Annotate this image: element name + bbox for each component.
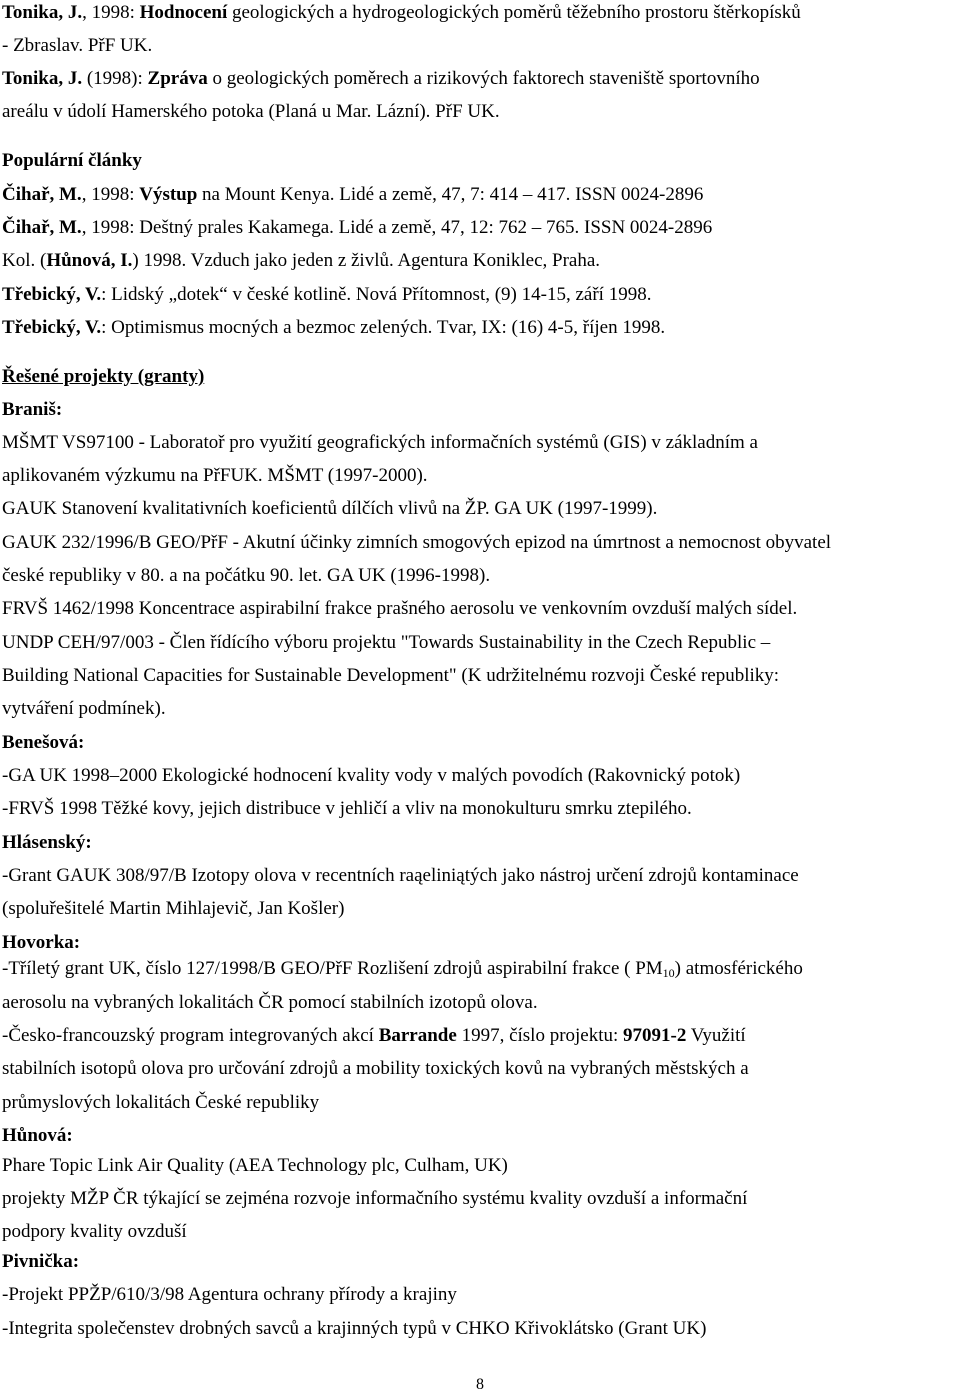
text-segment: ) 1998. Vzduch jako jeden z živlů. Agentura Koniklec, Praha.	[132, 250, 601, 271]
bold-text: Čihař, M.	[2, 184, 82, 205]
text-segment: -Integrita společenstev drobných savců a krajinných typů v CHKO Křivoklátsko (Grant UK)	[2, 1318, 707, 1339]
section-heading: Řešené projekty (granty)	[2, 366, 205, 387]
text-segment: : Lidský „dotek“ v české kotlině. Nová Přítomnost, (9) 14-15, září 1998.	[101, 284, 652, 305]
text-line	[2, 150, 142, 172]
text-line	[2, 798, 692, 820]
text-segment: Kol. (	[2, 250, 47, 271]
text-segment: aerosolu na vybraných lokalitách ČR pomocí stabilních izotopů olova.	[2, 992, 538, 1013]
text-segment: průmyslových lokalitách České republiky	[2, 1092, 320, 1113]
text-segment: - Zbraslav. PřF UK.	[2, 35, 153, 56]
text-line	[2, 101, 500, 123]
text-line	[2, 35, 152, 57]
text-line	[2, 1251, 79, 1273]
text-line	[2, 565, 490, 587]
text-segment: -Projekt PPŽP/610/3/98 Agentura ochrany přírody a krajiny	[2, 1284, 457, 1305]
text-line	[2, 317, 665, 339]
text-segment: projekty MŽP ČR týkající se zejména rozvoje informačního systému kvality ovzduší a informační	[2, 1188, 748, 1209]
text-line	[2, 765, 740, 787]
bold-text: Třebický, V.	[2, 284, 102, 305]
bold-text: Braniš:	[2, 399, 63, 420]
text-segment: areálu v údolí Hamerského potoka (Planá u Mar. Lázní). PřF UK.	[2, 101, 500, 122]
text-line	[2, 532, 831, 554]
text-segment: podpory kvality ovzduší	[2, 1221, 187, 1242]
text-line	[2, 498, 657, 520]
text-line	[2, 217, 712, 239]
bold-text: Pivnička:	[2, 1251, 80, 1272]
text-segment: aplikovaném výzkumu na PřFUK. MŠMT (1997-2000).	[2, 465, 428, 486]
text-segment: Využití	[686, 1025, 746, 1046]
text-segment: (1998):	[82, 68, 148, 89]
text-line	[2, 1025, 746, 1047]
text-line	[2, 184, 703, 206]
bold-text: Tonika, J.	[2, 2, 83, 23]
text-line	[2, 632, 770, 654]
text-segment: (spoluřešitelé Martin Mihlajevič, Jan Košler)	[2, 898, 345, 919]
bold-text: Populární články	[2, 150, 142, 171]
text-line	[2, 2, 801, 24]
text-line	[2, 1058, 749, 1080]
text-line	[2, 992, 538, 1014]
text-segment: 10	[662, 966, 675, 980]
bold-text: Tonika, J.	[2, 68, 83, 89]
bold-text: Výstup	[139, 184, 198, 205]
text-segment: , 1998:	[82, 2, 140, 23]
text-segment: Phare Topic Link Air Quality (AEA Technology plc, Culham, UK)	[2, 1155, 508, 1176]
text-segment: české republiky v 80. a na počátku 90. let. GA UK (1996-1998).	[2, 565, 491, 586]
text-segment: MŠMT VS97100 - Laboratoř pro využití geografických informačních systémů (GIS) v základním a	[2, 432, 758, 453]
text-segment: FRVŠ 1462/1998 Koncentrace aspirabilní frakce prašného aerosolu ve venkovním ovzduší malých sídel.	[2, 598, 798, 619]
text-line	[2, 1155, 508, 1177]
text-segment: geologických a hydrogeologických poměrů těžebního prostoru štěrkopísků	[227, 2, 801, 23]
bold-text: Benešová:	[2, 732, 85, 753]
text-segment: -GA UK 1998–2000 Ekologické hodnocení kvality vody v malých povodích (Rakovnický potok)	[2, 765, 741, 786]
text-line	[2, 399, 62, 421]
text-line	[2, 1284, 457, 1306]
text-line	[2, 1188, 747, 1210]
text-segment: ) atmosférického	[674, 958, 803, 979]
text-line	[2, 1125, 73, 1147]
text-segment: : Optimismus mocných a bezmoc zelených. Tvar, IX: (16) 4-5, říjen 1998.	[101, 317, 666, 338]
page-number: 8	[476, 1376, 484, 1393]
bold-text: Hůnová, I.	[46, 250, 133, 271]
bold-text: Třebický, V.	[2, 317, 102, 338]
text-line	[2, 284, 651, 306]
bold-text: Hůnová:	[2, 1125, 73, 1146]
text-line	[2, 832, 92, 854]
text-line	[2, 1221, 187, 1243]
bold-text: Barrande	[378, 1025, 457, 1046]
text-segment: stabilních isotopů olova pro určování zdrojů a mobility toxických kovů na vybraných městských a	[2, 1058, 749, 1079]
text-segment: vytváření podmínek).	[2, 698, 166, 719]
text-line	[2, 250, 600, 272]
text-segment: -FRVŠ 1998 Těžké kovy, jejich distribuce v jehličí a vliv na monokulturu smrku ztepilého.	[2, 798, 692, 819]
text-line	[2, 958, 803, 984]
bold-text: Zpráva	[147, 68, 208, 89]
text-line	[2, 432, 758, 454]
bold-text: Hovorka:	[2, 932, 81, 953]
text-segment: , 1998: Deštný prales Kakamega. Lidé a země, 47, 12: 762 – 765. ISSN 0024-2896	[81, 217, 713, 238]
text-segment: 1997, číslo projektu:	[456, 1025, 624, 1046]
text-segment: , 1998:	[81, 184, 140, 205]
text-segment: -Česko-francouzský program integrovaných akcí	[2, 1025, 379, 1046]
text-segment: -Grant GAUK 308/97/B Izotopy olova v recentních raąeliniątých jako nástroj určení zdrojů kontaminace	[2, 865, 799, 886]
text-line	[2, 698, 166, 720]
text-line	[2, 932, 80, 954]
bold-text: Hlásenský:	[2, 832, 92, 853]
text-segment: Building National Capacities for Sustainable Development" (K udržitelnému rozvoji České republiky:	[2, 665, 780, 686]
text-segment: na Mount Kenya. Lidé a země, 47, 7: 414 – 417. ISSN 0024-2896	[197, 184, 704, 205]
text-segment: GAUK Stanovení kvalitativních koeficientů dílčích vlivů na ŽP. GA UK (1997-1999).	[2, 498, 658, 519]
text-segment: UNDP CEH/97/003 - Člen řídícího výboru projektu "Towards Sustainability in the Czech Republic –	[2, 632, 771, 653]
text-line	[2, 598, 797, 620]
text-line	[2, 1318, 706, 1340]
bold-text: Čihař, M.	[2, 217, 82, 238]
text-line	[2, 898, 344, 920]
text-line	[2, 465, 428, 487]
text-segment: GAUK 232/1996/B GEO/PřF - Akutní účinky zimních smogových epizod na úmrtnost a nemocnost obyvatel	[2, 532, 832, 553]
bold-text: 97091-2	[623, 1025, 687, 1046]
bold-text: Hodnocení	[139, 2, 228, 23]
text-line	[2, 865, 799, 887]
text-segment: o geologických poměrech a rizikových faktorech staveniště sportovního	[207, 68, 760, 89]
text-line	[2, 366, 204, 388]
text-segment: -Tříletý grant UK, číslo 127/1998/B GEO/PřF Rozlišení zdrojů aspirabilní frakce ( PM	[2, 958, 663, 979]
text-line	[2, 665, 779, 687]
text-line	[2, 1092, 319, 1114]
text-line	[2, 68, 760, 90]
text-line	[2, 732, 84, 754]
